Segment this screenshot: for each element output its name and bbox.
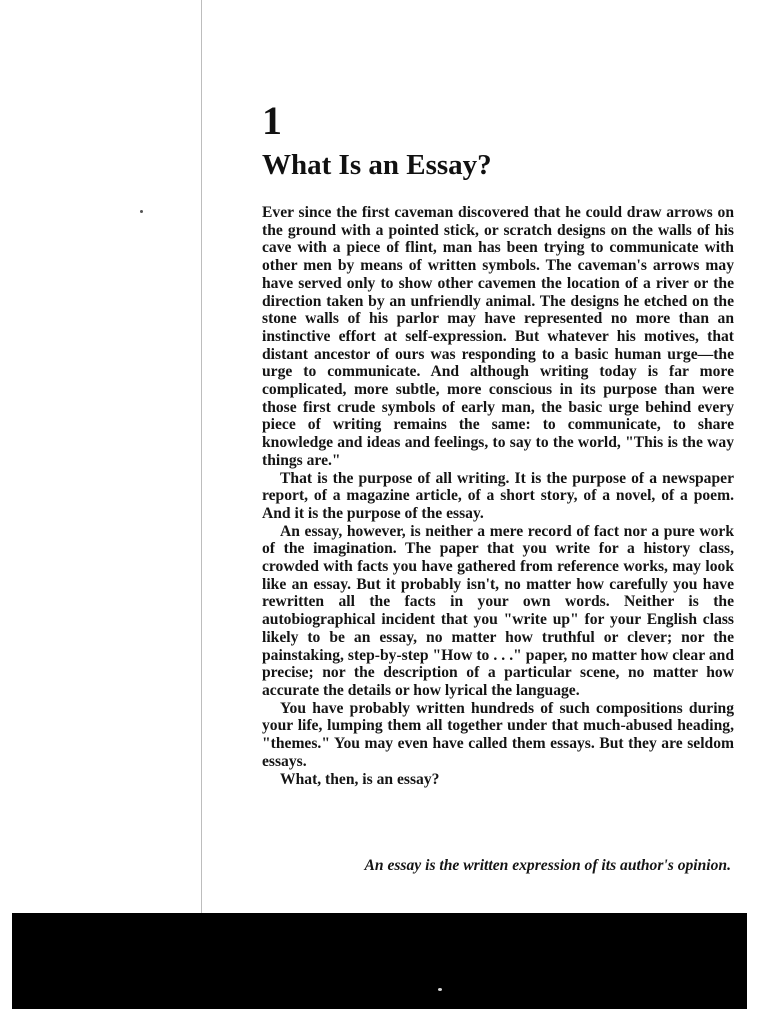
paragraph-5: What, then, is an essay? [280, 770, 440, 788]
chapter-number: 1 [262, 98, 282, 143]
chapter-title: What Is an Essay? [262, 149, 492, 181]
scan-speck [140, 210, 143, 213]
paragraph-1: Ever since the first caveman discovered that he could draw arrows on the ground with a pointed stick, or scratch designs on the walls of his cave with a piece of flint, man has been trying to communicate with other men by means of written symbols. The caveman's arrows may have served only to show other cavemen the location of a river or the direction taken by an unfriendly animal. The designs he etched on the stone walls of his parlor may have represented no more than an instinctive effort at self-expression. But whatever his motives, that distant ancestor of ours was responding to a basic human urge—the urge to communicate. And although writing today is far more complicated, more subtle, more conscious in its purpose than were those first crude symbols of early man, the basic urge behind every piece of writing remains the same: to communicate, to share knowledge and ideas and feelings, to say to the world, "This is the way things are." [262, 204, 734, 469]
page-gutter-line [201, 0, 202, 920]
paragraph-2: That is the purpose of all writing. It is the purpose of a newspaper report, of a magazine article, of a short story, of a novel, of a poem. And it is the purpose of the essay. [262, 469, 734, 522]
chapter-body [262, 204, 734, 788]
closing-statement: An essay is the written expression of its author's opinion. [364, 857, 731, 874]
scan-speck-light [438, 988, 442, 991]
paragraph-4: You have probably written hundreds of such compositions during your life, lumping them all together under that much-abused heading, "themes." You may even have called them essays. But they are seldom essays. [262, 699, 734, 770]
paragraph-3: An essay, however, is neither a mere record of fact nor a pure work of the imagination. The paper that you write for a history class, crowded with facts you have gathered from reference works, may look like an essay. But it probably isn't, no matter how carefully you have rewritten all the facts in your own words. Neither is the autobiographical incident that you "write up" for your English class likely to be an essay, no matter how truthful or clever; nor the painstaking, step-by-step "How to . . ." paper, no matter how clear and precise; nor the description of a particular scene, no matter how accurate the details or how lyrical the language. [262, 522, 734, 699]
scan-black-border [12, 913, 747, 1009]
